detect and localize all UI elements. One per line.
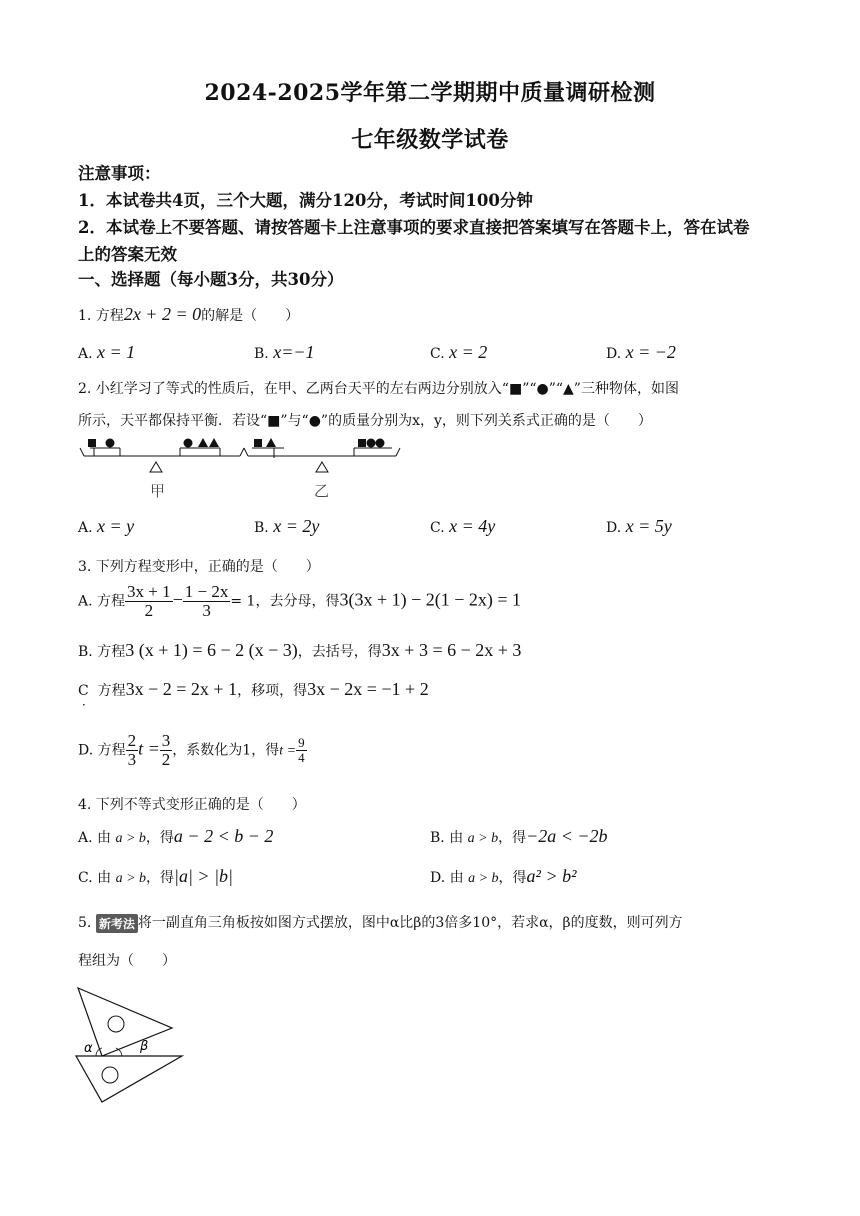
new-method-badge: 新考法 — [96, 914, 138, 933]
q3-option-c[interactable]: C 方程3x − 2 = 2x + 1，移项，得3x − 2x = −1 + 2 — [78, 679, 429, 699]
triangle-icon — [198, 438, 208, 447]
circle-icon — [367, 439, 376, 448]
q3-option-a[interactable]: A. 方程 $\frac{3x + 1}{2}$ − $\frac{1 - 2x}{3}$ = 1，去分母，得3(3x + 1) − 2(1 − 2x) = 1 — [78, 582, 522, 620]
square-icon — [358, 439, 366, 447]
q1-option-d[interactable]: D. x = −2 — [606, 342, 676, 362]
notice-item-1: 1．本试卷共4页，三个大题，满分120分，考试时间100分钟 — [78, 191, 533, 210]
question-1 — [78, 304, 299, 325]
q5-stem-line2: 程组为（ ） — [78, 953, 176, 969]
question-5: 5. 新考法 将一副直角三角板按如图方式摆放，图中α比β的3倍多10°，若求α，β的度数，则可列方 — [78, 915, 683, 931]
balance-yi — [244, 438, 400, 500]
q2-stem-line1: 2. 小红学习了等式的性质后，在甲、乙两台天平的左右两边分别放入“■”“●”“▲”三种物体，如图 — [78, 381, 679, 397]
balance-label-jia: 甲 — [150, 482, 166, 500]
q1-equation: 2x + 2 = 0 — [123, 304, 202, 324]
q1-option-b[interactable]: B. x=−1 — [254, 342, 315, 362]
square-icon — [88, 439, 96, 447]
notice-item-2: 2．本试卷上不要答题、请按答题卡上注意事项的要求直接把答案填写在答题卡上，答在试卷 — [78, 218, 750, 237]
q3-option-d[interactable]: D. 方程 $\frac{2}{3}$ t = $\frac{3}{2}$ ，系数化为1，得t = $\frac{9}{4}$ — [78, 731, 305, 769]
notice-heading: 注意事项： — [78, 164, 161, 183]
q4-option-a[interactable]: A. 由 a > b，得a − 2 < b − 2 — [78, 826, 274, 846]
q3-stem: 3. 下列方程变形中，正确的是（ ） — [78, 559, 320, 575]
q4-option-d[interactable]: D. 由 a > b，得a² > b² — [430, 866, 577, 886]
exam-subtitle: 七年级数学试卷 — [351, 127, 509, 153]
balance-jia — [80, 438, 244, 500]
q4-option-b[interactable]: B. 由 a > b，得−2a < −2b — [430, 826, 608, 846]
notice-item-2-cont: 上的答案无效 — [78, 245, 177, 264]
lower-triangle-board — [76, 1056, 182, 1102]
q2-option-b[interactable]: B. x = 2y — [254, 516, 320, 536]
triangle-boards-figure — [74, 984, 186, 1104]
triangle-icon — [266, 438, 276, 447]
q2-option-c[interactable]: C. x = 4y — [430, 516, 496, 536]
circle-icon — [184, 439, 193, 448]
q2-stem-line2: 所示，天平都保持平衡．若设“■”与“●”的质量分别为x，y，则下列关系式正确的是（ ） — [78, 413, 652, 429]
balance-figure — [76, 436, 406, 502]
circle-icon — [106, 439, 115, 448]
q3-c-dot: ． — [82, 694, 95, 708]
beta-label: β — [140, 1039, 149, 1054]
q4-option-c[interactable]: C. 由 a > b，得|a| > |b| — [78, 866, 233, 886]
square-icon — [254, 439, 262, 447]
q1-suffix: 的解是（ ） — [201, 308, 300, 324]
q4-stem: 4. 下列不等式变形正确的是（ ） — [78, 797, 306, 813]
q2-option-d[interactable]: D. x = 5y — [606, 516, 672, 536]
q3-option-b[interactable]: B. 方程3 (x + 1) = 6 − 2 (x − 3)，去括号，得3x + 3 = 6 − 2x + 3 — [78, 640, 522, 660]
q1-option-c[interactable]: C. x = 2 — [430, 342, 488, 362]
triangle-icon — [209, 438, 219, 447]
circle-icon — [376, 439, 385, 448]
balance-label-yi: 乙 — [314, 482, 330, 500]
q1-option-a[interactable]: A. x = 1 — [78, 342, 136, 362]
exam-title: 2024-2025学年第二学期期中质量调研检测 — [204, 80, 656, 106]
q2-option-a[interactable]: A. x = y — [78, 516, 135, 536]
section-1-heading: 一、选择题（每小题3分，共30分） — [78, 270, 344, 289]
q1-prefix: 1. 方程 — [78, 308, 124, 324]
alpha-label: α — [84, 1041, 93, 1056]
